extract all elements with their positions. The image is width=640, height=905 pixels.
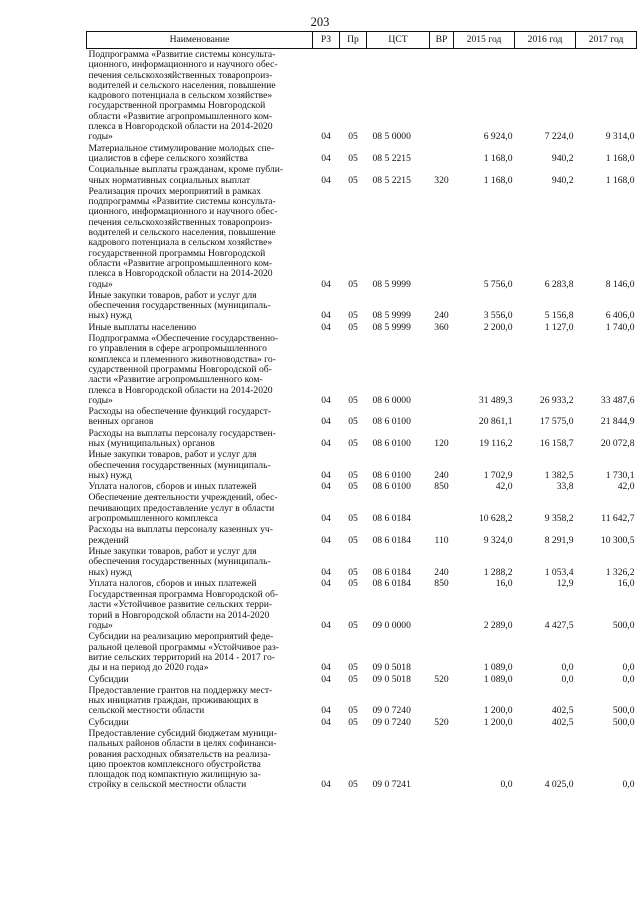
row-cst: 09 0 0000 [372, 620, 411, 632]
row-value-2017: 42,0 [617, 481, 635, 493]
header-pr: Пр [340, 32, 367, 49]
row-cst: 09 0 7241 [372, 779, 411, 791]
row-value-2016: 1 382,5 [544, 469, 574, 481]
row-value-2016: 26 933,2 [539, 394, 574, 406]
row-value-2015: 19 116,2 [479, 437, 513, 449]
row-value-2017: 0,0 [622, 779, 635, 791]
row-vr: 520 [434, 716, 449, 728]
row-value-2017: 1 168,0 [605, 152, 635, 164]
row-rz: 04 [321, 779, 331, 791]
row-value-2015: 9 324,0 [483, 534, 513, 546]
row-name: Иные закупки товаров, работ и услуг для обеспечения государственных (муниципаль- ных) нужд [88, 545, 271, 578]
row-cst: 08 5 9999 [372, 278, 411, 290]
table-row [87, 717, 637, 728]
row-vr: 850 [434, 577, 449, 589]
row-value-2016: 940,2 [551, 152, 574, 164]
row-value-2017: 1 730,1 [605, 469, 635, 481]
row-rz: 04 [321, 321, 331, 333]
row-value-2015: 1 168,0 [483, 174, 513, 186]
table-row [87, 186, 637, 290]
row-value-2016: 0,0 [561, 673, 574, 685]
row-cst: 08 6 0100 [372, 437, 411, 449]
table-row [87, 449, 637, 481]
row-value-2015: 2 289,0 [483, 620, 513, 632]
row-name: Предоставление грантов на поддержку мест- ных инициатив граждан, проживающих в сельской местности области [88, 684, 273, 717]
row-pr: 05 [348, 481, 358, 493]
row-rz: 04 [321, 278, 331, 290]
header-name: Наименование [87, 32, 313, 49]
table-row [87, 322, 637, 333]
row-name: Расходы на обеспечение функций государст- венных органов [88, 406, 272, 428]
row-value-2016: 5 156,8 [544, 310, 574, 322]
row-value-2015: 16,0 [495, 577, 513, 589]
row-value-2017: 500,0 [612, 716, 635, 728]
row-value-2016: 402,5 [551, 705, 574, 717]
table-row [87, 631, 637, 673]
table-row [87, 492, 637, 524]
row-vr [430, 728, 454, 791]
row-name: Реализация прочих мероприятий в рамках подпрограммы «Развитие системы консульта- ционного, информационного и научного обес- печения сельскохозяйственных товаропроиз- водителей и сельского населения, повышение кадрового потенциала в сельском хозяйстве» государственной программы Новгородской области «Развитие агропромышленного ком- плекса в Новгородской области на 2014-2020 годы» [88, 185, 278, 290]
row-name: Иные закупки товаров, работ и услуг для обеспечения государственных (муниципаль- ных) нужд [88, 449, 271, 481]
budget-table [86, 31, 637, 791]
row-pr: 05 [348, 566, 358, 578]
row-rz: 04 [321, 566, 331, 578]
row-value-2016: 9 358,2 [544, 513, 574, 525]
row-rz: 04 [321, 705, 331, 717]
table-row [87, 578, 637, 589]
row-pr: 05 [348, 716, 358, 728]
row-value-2017: 10 300,5 [600, 534, 635, 546]
header-2017: 2017 год [576, 32, 637, 49]
row-value-2016: 17 575,0 [539, 416, 574, 428]
row-vr [430, 143, 454, 165]
row-value-2015: 31 489,3 [478, 394, 513, 406]
row-value-2015: 1 089,0 [483, 673, 513, 685]
row-rz: 04 [321, 673, 331, 685]
table-row [87, 143, 637, 165]
row-name: Подпрограмма «Развитие системы консульта- ционного, информационного и научного обес- печения сельскохозяйственных товаропроиз- водителей и сельского населения, повышение кадрового потенциала в сельском хозяйстве» государственной программы Новгородской области «Развитие агропромышленного ком- плекса в Новгородской области на 2014-2020 годы» [88, 49, 278, 143]
row-pr: 05 [348, 174, 358, 186]
row-cst: 08 5 2215 [372, 174, 411, 186]
row-vr [430, 333, 454, 406]
row-value-2016: 7 224,0 [544, 131, 574, 143]
row-value-2017: 1 740,0 [605, 321, 635, 333]
row-vr: 240 [434, 310, 449, 322]
table-row [87, 589, 637, 631]
row-name: Предоставление субсидий бюджетам муници- пальных районов области в целях софинанси- рования расходных обязательств на реализа- цию проектов комплексного обустройства площадок под компактную жилищную за- стройку в сельской местности области [88, 728, 277, 791]
row-name: Субсидии [88, 673, 129, 685]
row-value-2016: 16 158,7 [539, 437, 574, 449]
row-cst: 08 5 9999 [372, 310, 411, 322]
row-rz: 04 [321, 394, 331, 406]
row-rz: 04 [321, 469, 331, 481]
row-rz: 04 [321, 534, 331, 546]
table-row [87, 406, 637, 428]
row-value-2016: 12,9 [556, 577, 574, 589]
row-pr: 05 [348, 513, 358, 525]
row-pr: 05 [348, 310, 358, 322]
row-value-2017: 1 168,0 [605, 174, 635, 186]
row-pr: 05 [348, 577, 358, 589]
row-value-2017: 8 146,0 [605, 278, 635, 290]
row-value-2017: 6 406,0 [605, 310, 635, 322]
row-cst: 08 6 0100 [372, 416, 411, 428]
row-value-2017: 33 487,6 [600, 394, 635, 406]
row-name: Подпрограмма «Обеспечение государственно- го управления в сфере агропромышленного комплекса и племенного животноводства» го- сударственной программы Новгородской об- ласти «Развитие агропромышленного ком- плекса в Новгородской области на 2014-2020 годы» [88, 333, 279, 406]
row-value-2016: 0,0 [561, 662, 574, 674]
row-value-2015: 0,0 [500, 779, 513, 791]
row-value-2015: 1 200,0 [483, 716, 513, 728]
row-pr: 05 [348, 534, 358, 546]
table-row [87, 49, 637, 143]
row-value-2015: 1 702,9 [483, 469, 513, 481]
table-row [87, 524, 637, 546]
row-value-2015: 1 288,2 [483, 566, 513, 578]
row-value-2016: 1 127,0 [544, 321, 574, 333]
row-vr [430, 685, 454, 717]
row-rz: 04 [321, 174, 331, 186]
row-value-2017: 20 072,8 [600, 437, 635, 449]
row-rz: 04 [321, 481, 331, 493]
header-vr: ВР [430, 32, 454, 49]
row-value-2016: 8 291,9 [544, 534, 574, 546]
row-name: Государственная программа Новгородской об- ласти «Устойчивое развитие сельских терри- торий в Новгородской области на 2014-2020 годы» [88, 589, 279, 632]
header-2015: 2015 год [454, 32, 515, 49]
row-value-2016: 4 427,5 [544, 620, 574, 632]
row-value-2016: 940,2 [551, 174, 574, 186]
row-cst: 08 5 9999 [372, 321, 411, 333]
row-pr: 05 [348, 705, 358, 717]
row-value-2015: 6 924,0 [483, 131, 513, 143]
row-vr [430, 492, 454, 524]
row-value-2016: 402,5 [551, 716, 574, 728]
row-pr: 05 [348, 394, 358, 406]
row-value-2015: 5 756,0 [483, 278, 513, 290]
row-rz: 04 [321, 577, 331, 589]
row-vr: 110 [434, 534, 449, 546]
row-name: Уплата налогов, сборов и иных платежей [88, 577, 257, 589]
row-rz: 04 [321, 310, 331, 322]
row-pr: 05 [348, 416, 358, 428]
row-vr: 240 [434, 566, 449, 578]
row-value-2015: 1 200,0 [483, 705, 513, 717]
row-value-2016: 33,8 [556, 481, 574, 493]
row-vr [430, 49, 454, 143]
row-rz: 04 [321, 416, 331, 428]
row-cst: 09 0 7240 [372, 705, 411, 717]
row-pr: 05 [348, 469, 358, 481]
row-pr: 05 [348, 152, 358, 164]
table-row [87, 164, 637, 186]
row-cst: 08 6 0184 [372, 534, 411, 546]
row-pr: 05 [348, 620, 358, 632]
row-cst: 08 6 0000 [372, 394, 411, 406]
row-vr [430, 406, 454, 428]
page-number: 203 [310, 15, 330, 29]
row-cst: 08 6 0100 [372, 481, 411, 493]
row-cst: 09 0 7240 [372, 716, 411, 728]
row-value-2017: 21 844,9 [600, 416, 635, 428]
row-name: Социальные выплаты гражданам, кроме публи- чных нормативных социальных выплат [88, 164, 284, 186]
row-vr [430, 589, 454, 631]
row-name: Материальное стимулирование молодых спе- циалистов в сфере сельского хозяйства [88, 142, 275, 164]
row-pr: 05 [348, 673, 358, 685]
row-value-2017: 9 314,0 [605, 131, 635, 143]
row-rz: 04 [321, 513, 331, 525]
table-row [87, 685, 637, 717]
row-pr: 05 [348, 437, 358, 449]
row-name: Уплата налогов, сборов и иных платежей [88, 481, 257, 493]
row-value-2017: 500,0 [612, 620, 635, 632]
row-value-2017: 1 326,2 [605, 566, 635, 578]
table-row [87, 728, 637, 791]
row-pr: 05 [348, 662, 358, 674]
row-vr: 850 [434, 481, 449, 493]
row-value-2017: 0,0 [622, 673, 635, 685]
row-rz: 04 [321, 131, 331, 143]
table-header-row [87, 32, 637, 49]
row-cst: 08 6 0184 [372, 566, 411, 578]
table-row [87, 674, 637, 685]
table-row [87, 333, 637, 406]
row-vr: 120 [434, 437, 449, 449]
row-vr [430, 186, 454, 290]
row-value-2015: 42,0 [495, 481, 513, 493]
row-value-2017: 0,0 [622, 662, 635, 674]
row-vr: 320 [434, 174, 449, 186]
row-value-2017: 16,0 [617, 577, 635, 589]
table-row [87, 290, 637, 322]
row-pr: 05 [348, 131, 358, 143]
row-rz: 04 [321, 662, 331, 674]
row-cst: 08 5 0000 [372, 131, 411, 143]
row-cst: 08 6 0100 [372, 469, 411, 481]
row-value-2015: 10 628,2 [478, 513, 513, 525]
row-cst: 08 6 0184 [372, 577, 411, 589]
row-value-2016: 6 283,8 [544, 278, 574, 290]
row-value-2016: 4 025,0 [544, 779, 574, 791]
row-rz: 04 [321, 152, 331, 164]
row-rz: 04 [321, 437, 331, 449]
row-rz: 04 [321, 620, 331, 632]
row-value-2015: 20 861,1 [478, 416, 513, 428]
row-pr: 05 [348, 278, 358, 290]
table-row [87, 428, 637, 450]
row-value-2017: 500,0 [612, 705, 635, 717]
row-vr: 360 [434, 321, 449, 333]
row-cst: 09 0 5018 [372, 662, 411, 674]
header-2016: 2016 год [515, 32, 576, 49]
header-cst: ЦСТ [367, 32, 430, 49]
row-name: Субсидии [88, 716, 129, 728]
row-name: Субсидии на реализацию мероприятий феде- ральной целевой программы «Устойчивое раз- витие сельских территорий на 2014 - 2017 го- ды и на период до 2020 года» [88, 631, 279, 674]
row-cst: 09 0 5018 [372, 673, 411, 685]
row-value-2015: 1 089,0 [483, 662, 513, 674]
row-value-2015: 1 168,0 [483, 152, 513, 164]
row-pr: 05 [348, 321, 358, 333]
row-value-2017: 11 642,7 [601, 513, 635, 525]
row-name: Иные выплаты населению [88, 321, 197, 333]
row-vr: 240 [434, 469, 449, 481]
row-vr [430, 631, 454, 673]
row-value-2015: 2 200,0 [483, 321, 513, 333]
row-rz: 04 [321, 716, 331, 728]
row-value-2015: 3 556,0 [483, 310, 513, 322]
table-row [87, 546, 637, 578]
row-name: Расходы на выплаты персоналу казенных уч- реждений [88, 524, 273, 546]
row-value-2016: 1 053,4 [544, 566, 574, 578]
row-name: Расходы на выплаты персоналу государствен- ных (муниципальных) органов [88, 427, 276, 449]
row-cst: 08 6 0184 [372, 513, 411, 525]
table-row [87, 481, 637, 492]
row-name: Обеспечение деятельности учреждений, обес- печивающих предоставление услуг в области агропромышленного комплекса [88, 492, 278, 525]
row-pr: 05 [348, 779, 358, 791]
row-cst: 08 5 2215 [372, 152, 411, 164]
row-name: Иные закупки товаров, работ и услуг для обеспечения государственных (муниципаль- ных) нужд [88, 289, 271, 322]
header-rz: РЗ [313, 32, 340, 49]
row-vr: 520 [434, 673, 449, 685]
